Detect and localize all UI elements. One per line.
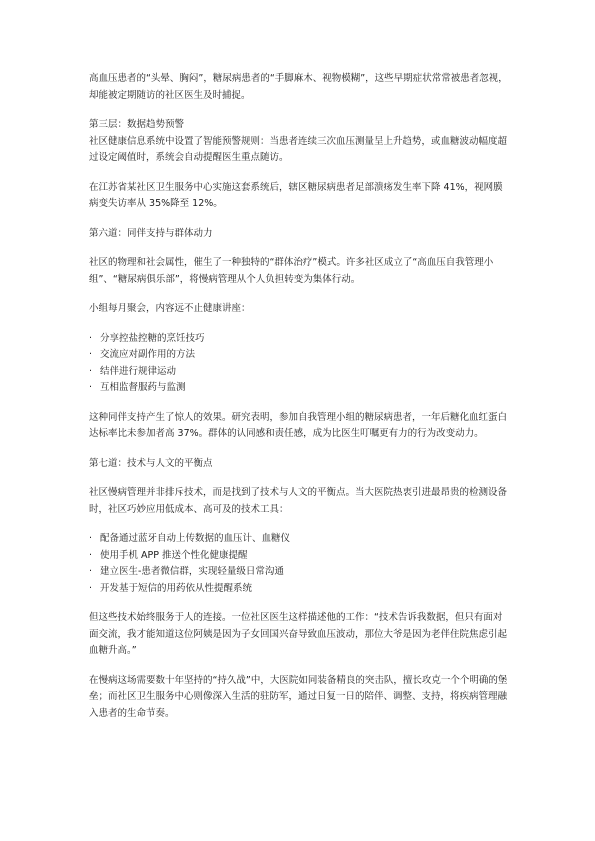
bullet-icon: · <box>89 382 93 393</box>
list-item <box>89 331 509 348</box>
list-item-text: 开发基于短信的用药依从性提醒系统 <box>100 582 253 594</box>
layer3-body: 社区健康信息系统中设置了智能预警规则：当患者连续三次血压测量呈上升趋势，或血糖波动幅度超过设定阈值时，系统会自动提醒医生重点随访。 <box>89 135 508 163</box>
section6-paragraph-3: 这种同伴支持产生了惊人的效果。研究表明，参加自我管理小组的糖尿病患者，一年后糖化血红蛋白达标率比未参加者高 37%。群体的认同感和责任感，成为比医生叮嘱更有力的行为改变动力。 <box>89 411 508 439</box>
list-item-text: 分享控盐控糖的烹饪技巧 <box>100 332 205 344</box>
list-item-text: 配备通过蓝牙自动上传数据的血压计、血糖仪 <box>100 533 291 544</box>
list-item-text: 使用手机 APP 推送个性化健康提醒 <box>100 549 248 561</box>
list-item <box>89 531 509 548</box>
list-item <box>89 581 509 598</box>
section6-paragraph-1: 社区的物理和社会属性，催生了一种独特的“群体治疗”模式。许多社区成立了“高血压自我管理小组”、“糖尿病俱乐部”，将慢病管理从个人负担转变为集体行动。 <box>89 257 494 285</box>
list-item <box>89 364 509 381</box>
list-item-text: 结伴进行规律运动 <box>100 365 177 377</box>
section7-paragraph-2: 但这些技术始终服务于人的连接。一位社区医生这样描述他的工作：“技术告诉我数据，但只有面对面交流，我才能知道这位阿姨是因为子女回国兴奋导致血压波动，那位大爷是因为老伴住院焦虑引起血糖升高。” <box>89 612 508 656</box>
section6-list <box>89 331 509 397</box>
bullet-icon: · <box>89 533 93 544</box>
section7-paragraph-1: 社区慢病管理并非排斥技术，而是找到了技术与人文的平衡点。当大医院热衷引进最昂贵的检测设备时，社区巧妙应用低成本、高可及的技术工具： <box>89 487 508 515</box>
bullet-icon: · <box>89 365 93 377</box>
list-item <box>89 380 509 397</box>
document-body <box>89 71 509 735</box>
bullet-icon: · <box>89 566 93 577</box>
list-item <box>89 564 509 581</box>
section7-list <box>89 531 509 597</box>
list-item <box>89 347 509 364</box>
bullet-icon: · <box>89 549 93 561</box>
intro-paragraph: 高血压患者的“头晕、胸闷”，糖尿病患者的“手脚麻木、视物模糊”，这些早期症状常常被患者忽视，却能被定期随访的社区医生及时捕捉。 <box>89 73 508 101</box>
bullet-icon: · <box>89 332 93 344</box>
list-item-text: 交流应对副作用的方法 <box>100 349 196 360</box>
bullet-icon: · <box>89 349 93 360</box>
layer3-heading: 第三层：数据趋势预警 <box>89 119 185 130</box>
closing-paragraph: 在慢病这场需要数十年坚持的“持久战”中，大医院如同装备精良的突击队，擅长攻克一个个明确的堡垒；而社区卫生服务中心则像深入生活的驻防军，通过日复一日的陪伴、调整、支持，将疾病管理融入患者的生命节奏。 <box>89 674 508 719</box>
jiangsu-paragraph: 在江苏省某社区卫生服务中心实施这套系统后，辖区糖尿病患者足部溃疡发生率下降 41%，视网膜病变失访率从 35%降至 12%。 <box>89 181 503 209</box>
section6-title: 第六道：同伴支持与群体动力 <box>89 227 213 239</box>
bullet-icon: · <box>89 582 93 594</box>
section7-title: 第七道：技术与人文的平衡点 <box>89 457 213 469</box>
list-item-text: 建立医生-患者微信群，实现轻量级日常沟通 <box>100 566 284 577</box>
list-item-text: 互相监督服药与监测 <box>100 382 186 393</box>
layer3-block <box>89 117 509 167</box>
section6-paragraph-2: 小组每月聚会，内容远不止健康讲座： <box>89 303 251 314</box>
list-item <box>89 548 509 565</box>
